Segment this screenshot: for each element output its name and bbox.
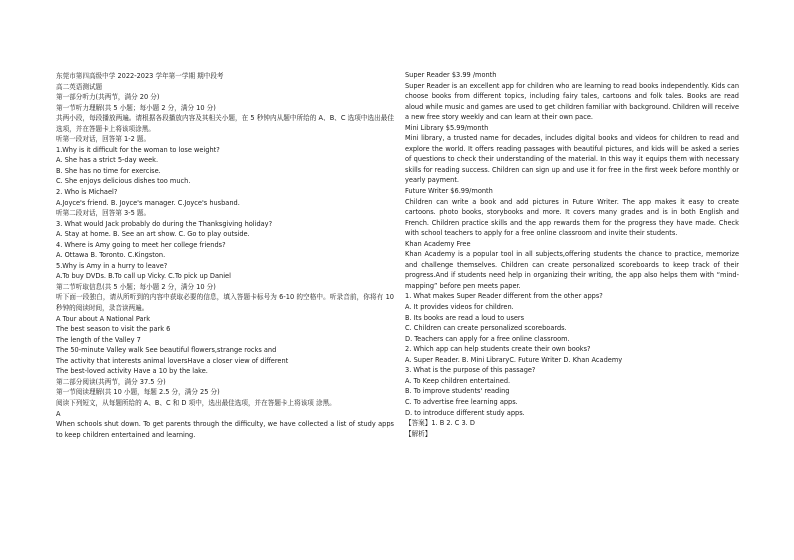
tour-line-4: The activity that interests animal loversHave a closer view of different bbox=[56, 356, 289, 365]
tour-line-5: The best-loved activity Have a 10 by the lake. bbox=[56, 367, 208, 376]
section1-title: 第一节听力理解(共 5 小题；每小题 2 分，满分 10 分) bbox=[56, 103, 216, 112]
reading-question-3-option-c: C. To advertise free learning apps. bbox=[405, 397, 518, 406]
reading-question-1-option-b: B. Its books are read a loud to users bbox=[405, 313, 525, 322]
question-1: 1.Why is it difficult for the woman to lose weight? bbox=[56, 145, 220, 154]
tour-line-3: The 50-minute Valley walk See beautiful flowers,strange rocks and bbox=[56, 346, 277, 355]
reading-question-2-options: A. Super Reader. B. Mini LibraryC. Future Writer D. Khan Academy bbox=[405, 355, 623, 364]
part1-title: 第一部分听力(共两节，满分 20 分) bbox=[56, 93, 160, 102]
question-4-options: A. Ottawa B. Toronto. C.Kingston. bbox=[56, 251, 166, 260]
section2-title: 第二节听取信息(共 5 小题；每小题 2 分，满分 10 分) bbox=[56, 282, 216, 291]
exam-header: 东莞市第四高级中学 2022-2023 学年第一学期 期中段考 bbox=[56, 72, 224, 80]
question-1-option-b: B. She has no time for exercise. bbox=[56, 166, 161, 175]
app2-description: Mini library, a trusted name for decades, includes digital books and videos for children to read and explore the world. It offers reading passages with beautiful pictures, and kids will be asked a series of questions to check their understanding of the material. In this way it equips them with necessary skills for reading success. Children can sign up and use it for free in the first week before monthly or yearly payment. bbox=[405, 134, 739, 185]
tour-line-1: The best season to visit the park 6 bbox=[56, 325, 171, 334]
app2-title: Mini Library $5.99/month bbox=[405, 123, 489, 132]
reading-question-3: 3. What is the purpose of this passage? bbox=[405, 366, 536, 375]
question-4: 4. Where is Amy going to meet her college friends? bbox=[56, 240, 226, 249]
reading-question-1: 1. What makes Super Reader different from the other apps? bbox=[405, 292, 603, 301]
question-1-option-c: C. She enjoys delicious dishes too much. bbox=[56, 177, 191, 186]
app1-description: Super Reader is an excellent app for children who are learning to read books independently. Kids can choose books from different topics, including fairy tales, cartoons and folk tales. Books are read aloud while music and games are used to get children familiar with background. Children will receive a new free story weekly and can learn at their own pace. bbox=[405, 81, 740, 122]
passage1-intro: 听第一段对话，回答第 1-2 题。 bbox=[56, 135, 151, 144]
passage2-intro: 听第二段对话，回答第 3-5 题。 bbox=[56, 209, 151, 218]
section1-instruction: 共两小段，每段播放两遍。请根据各段播放内容及其相关小题，在 5 秒钟内从题中所给的 A、B、C 选项中选出最佳选项，并在答题卡上将该项涂黑。 bbox=[56, 114, 394, 133]
question-2: 2. Who is Michael? bbox=[56, 188, 118, 197]
passage-a-intro: When schools shut down. To get parents through the difficulty, we have collected a list of study apps to keep children entertained and learning. bbox=[56, 420, 394, 439]
question-2-options: A.Joyce's friend. B. Joyce's manager. C.Joyce's husband. bbox=[56, 198, 240, 207]
question-5-options: A.To buy DVDs. B.To call up Vicky. C.To pick up Daniel bbox=[56, 272, 231, 281]
question-3-options: A. Stay at home. B. See an art show. C. Go to play outside. bbox=[56, 230, 250, 239]
tour-line-2: The length of the Valley 7 bbox=[56, 335, 141, 344]
question-3: 3. What would Jack probably do during the Thanksgiving holiday? bbox=[56, 219, 273, 228]
left-column bbox=[56, 0, 394, 440]
part2-title: 第二部分阅读(共两节，满分 37.5 分) bbox=[56, 377, 166, 386]
section2-instruction: 听下面一段独白，请从所听到的内容中获取必要的信息，填入答题卡标号为 6-10 的空格中。听录音前，你将有 10 秒钟的阅读时间，录音读两遍。 bbox=[56, 293, 394, 313]
app4-title: Khan Academy Free bbox=[405, 239, 471, 248]
reading-question-3-option-b: B. To improve students' reading bbox=[405, 387, 510, 396]
question-1-option-a: A. She has a strict 5-day week. bbox=[56, 156, 159, 165]
reading-question-2: 2. Which app can help students create their own books? bbox=[405, 345, 591, 354]
answer-key: 【答案】1. B 2. C 3. D bbox=[405, 419, 475, 428]
app3-title: Future Writer $6.99/month bbox=[405, 187, 493, 196]
app4-description: Khan Academy is a popular tool in all subjects,offering students the chance to practice, memorize and challenge themselves. Children can create personalized scoreboards to keep track of their progress.And if students need help in organizing their writing, the app also helps them with “mind-mapping” before pen meets paper. bbox=[405, 250, 739, 290]
app1-title: Super Reader $3.99 /month bbox=[405, 71, 497, 79]
app3-description: Children can write a book and add pictures in Future Writer. The app makes it easy to create cartoons. photo books, storybooks and more. It covers many grades and is in both English and French. Children practice skills and the app rewards them for the progress they have made. Check with school teachers to apply for a free online classroom and invite their students. bbox=[405, 197, 739, 238]
reading-question-1-option-d: D. Teachers can apply for a free online classroom. bbox=[405, 334, 570, 343]
reading-question-3-option-d: D. to introduce different study apps. bbox=[405, 408, 525, 417]
exam-subject: 高二英语测试题 bbox=[56, 82, 103, 91]
reading-question-1-option-a: A. It provides videos for children. bbox=[405, 303, 514, 312]
reading-question-1-option-c: C. Children can create personalized scoreboards. bbox=[405, 324, 567, 333]
passage-a-label: A bbox=[56, 409, 61, 418]
part2-instruction: 阅读下列短文，从每题所给的 A、B、C 和 D 项中，选出最佳选项，并在答题卡上将该项 涂黑。 bbox=[56, 398, 336, 407]
reading-question-3-option-a: A. To Keep children entertained. bbox=[405, 376, 511, 385]
tour-title: A Tour about A National Park bbox=[56, 314, 151, 323]
analysis-label: 【解析】 bbox=[405, 429, 432, 438]
right-column bbox=[405, 0, 739, 439]
question-5: 5.Why is Amy in a hurry to leave? bbox=[56, 261, 168, 270]
part2-section1-title: 第一节阅读理解(共 10 小题，每题 2.5 分，满分 25 分) bbox=[56, 388, 220, 397]
